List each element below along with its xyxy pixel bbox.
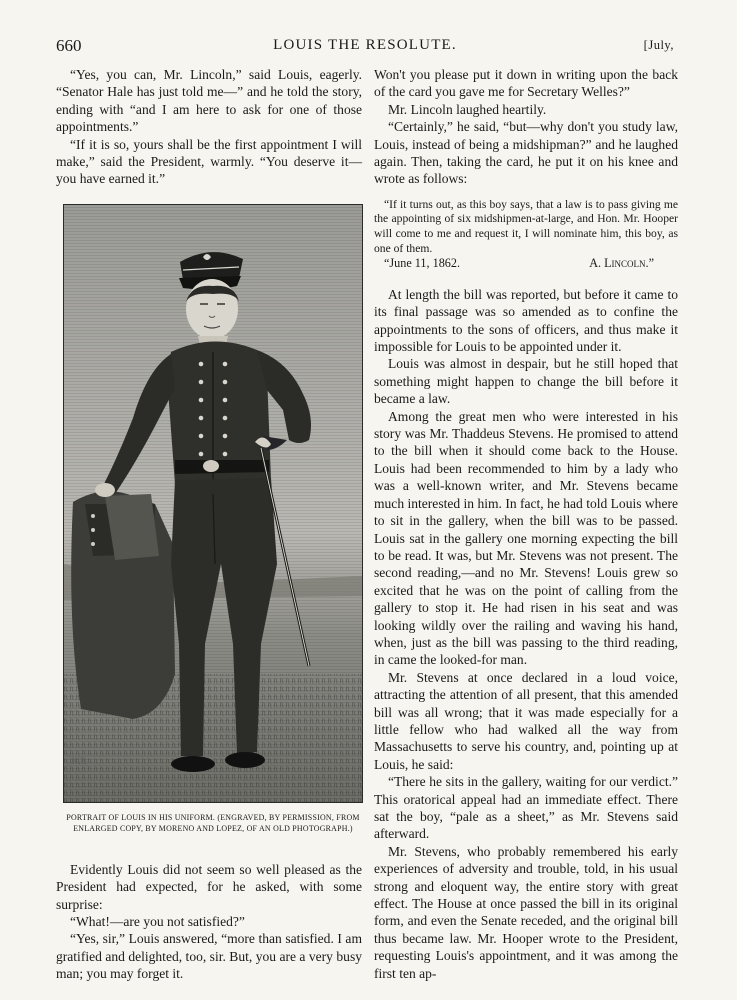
page-number: 660 — [56, 36, 82, 55]
paragraph: Mr. Lincoln laughed heartily. — [388, 101, 547, 117]
running-month: [July, — [643, 38, 674, 52]
left-column — [56, 66, 362, 983]
paragraph: “There he sits in the gallery, waiting for our verdict.” This oratorical appeal had an immediate effect. There sat the boy, “pale as a sheet,” as Mr. Stevens said afterward. — [374, 774, 678, 842]
paragraph: “What!—are you not satisfied?” — [70, 914, 245, 930]
paragraph: “If it is so, yours shall be the first appointment I will make,” said the President, warmly. “You deserve it—you have earned it.” — [56, 136, 362, 187]
note-signature: A. Lincoln.” — [589, 256, 654, 271]
right-column — [374, 66, 678, 982]
portrait-figure — [63, 204, 363, 834]
paragraph: “Yes, you can, Mr. Lincoln,” said Louis, eagerly. “Senator Hale has just told me—” and he told the story, ending with “and I am here to ask for one of those appointments.” — [56, 67, 362, 135]
portrait-engraving — [63, 204, 363, 803]
running-title: LOUIS THE RESOLUTE. — [273, 37, 457, 53]
paragraph: At length the bill was reported, but before it came to its final passage was so amended as to confine the appointments to the sons of officers, and thus make it impossible for Louis to be appointed under it. — [374, 286, 678, 355]
svg-text:JCB: JCB — [71, 755, 87, 766]
figure-caption: PORTRAIT OF LOUIS IN HIS UNIFORM. (ENGRAVED, BY PERMISSION, FROM ENLARGED COPY, BY MORENO AND LOPEZ, OF AN OLD PHOTOGRAPH.) — [66, 812, 360, 833]
note-date: “June 11, 1862. — [384, 256, 461, 271]
note-text: “If it turns out, as this boy says, that a law is to pass giving me the appointing of six midshipmen-at-large, and Hon. Mr. Hooper will come to me and request it, I will nominate him, this boy, as one of them. — [374, 197, 678, 255]
paragraph: Won't you please put it down in writing upon the back of the card you gave me for Secretary Welles?” — [374, 67, 678, 100]
paragraph: Mr. Stevens at once declared in a loud voice, attracting the attention of all present, that this amended bill was all wrong; that it was made especially for a little fellow who had walked all the way from Massachusetts to serve his country, and, pointing up at Louis, he said: — [374, 669, 678, 772]
paragraph: “Certainly,” he said, “but—why don't you study law, Louis, instead of being a midshipman?” and he laughed again. Then, taking the card, he put it on his knee and wrote as follows: — [374, 119, 678, 187]
paragraph: Among the great men who were interested in his story was Mr. Thaddeus Stevens. He promised to attend to the bill when it should come back to the House. Louis had been recommended to him by a lady who was a well-known writer, and Mr. Stevens became much interested in him. In fact, he had told Louis where to sit in the gallery, when the bill was to be passed. Louis sat in the gallery one morning expecting the bill to be read. It was, but Mr. Stevens was not present. The second reading,—and no Mr. Stevens! Louis grew so excited that he was on the point of calling from the gallery to stop it. He had risen in his seat and was looking wildly over the railing and waving his hand, when, just as the bill was passing to the third reading, in came the looked-for man. — [374, 408, 678, 668]
paragraph: “Yes, sir,” Louis answered, “more than satisfied. I am gratified and delighted, too, sir. But, you are a very busy man; you may forget it. — [56, 931, 362, 982]
lincoln-note — [374, 198, 678, 271]
paragraph: Evidently Louis did not seem so well pleased as the President had expected, for he asked, with some surprise: — [56, 861, 362, 912]
page-header — [56, 36, 674, 58]
paragraph: Louis was almost in despair, but he still hoped that something might happen to change the bill before it became a law. — [374, 356, 678, 407]
paragraph: Mr. Stevens, who probably remembered his early experiences of adversity and trouble, told, in his usual strong and eloquent way, the entire story with great effect. The House at once passed the bill in its original form, and even the Senate receded, and the original bill thus became law. Mr. Hooper wrote to the President, requesting Louis's appointment, and it was among the first ten ap- — [374, 843, 678, 981]
